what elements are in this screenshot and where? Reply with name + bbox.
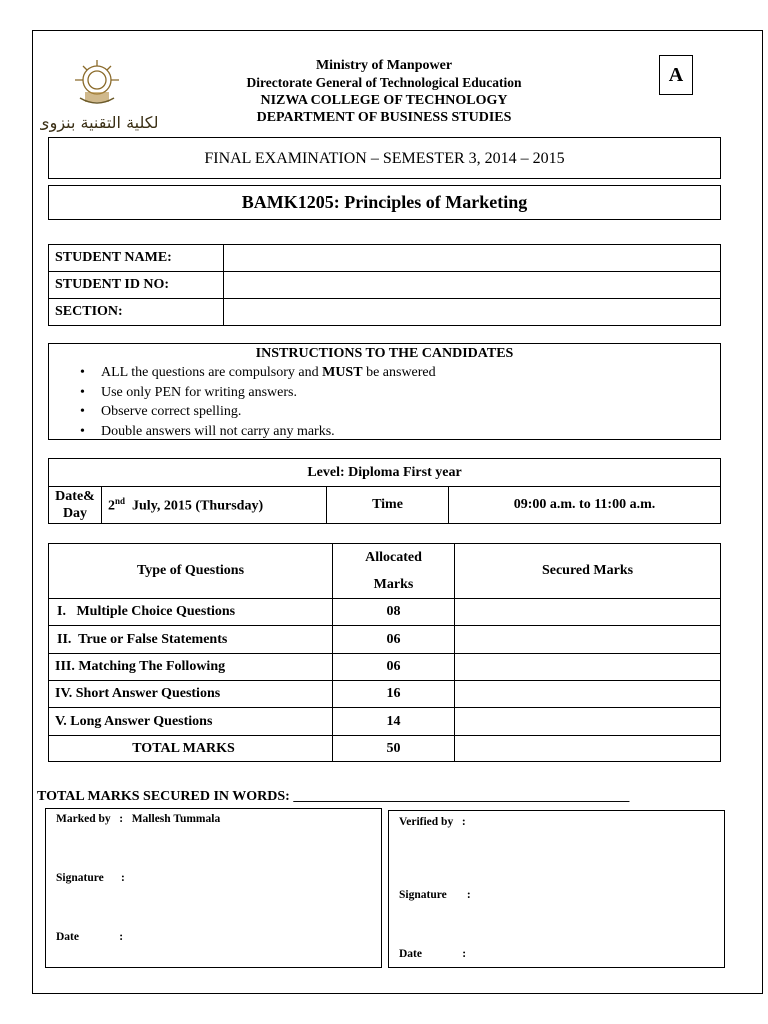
- student-info-table: [48, 244, 721, 326]
- student-name-row: [49, 245, 721, 272]
- col-type-header: Type of Questions: [49, 544, 333, 599]
- exam-date: 2nd July, 2015 (Thursday): [102, 487, 327, 524]
- total-marks-label: TOTAL MARKS: [49, 736, 333, 762]
- instructions-box: [48, 343, 721, 440]
- college-name: NIZWA COLLEGE OF TECHNOLOGY: [260, 93, 508, 108]
- secured-marks-field[interactable]: [455, 599, 721, 626]
- instructions-list: [49, 363, 720, 441]
- table-row: [49, 708, 721, 736]
- verified-by-label: Verified by :: [399, 816, 466, 828]
- instruction-item: • Use only PEN for writing answers.: [101, 383, 720, 403]
- secured-marks-field[interactable]: [455, 681, 721, 708]
- student-name-field[interactable]: [224, 245, 721, 272]
- secured-marks-field[interactable]: [455, 708, 721, 736]
- marker-date-label: Date :: [56, 931, 124, 943]
- total-in-words-line: TOTAL MARKS SECURED IN WORDS: ________________________________________________: [37, 789, 630, 804]
- section-label: SECTION:: [49, 299, 224, 326]
- allocated-marks: 08: [333, 599, 455, 626]
- question-type: III. Matching The Following: [49, 654, 333, 681]
- student-id-row: [49, 272, 721, 299]
- table-row: [49, 681, 721, 708]
- time-label: Time: [327, 487, 449, 524]
- question-type: IV. Short Answer Questions: [49, 681, 333, 708]
- ministry-name: Ministry of Manpower: [315, 58, 453, 73]
- allocated-marks: 14: [333, 708, 455, 736]
- section-field[interactable]: [224, 299, 721, 326]
- directorate-name: Directorate General of Technological Education: [246, 75, 522, 90]
- verified-by-box: [388, 810, 725, 968]
- question-type: V. Long Answer Questions: [49, 708, 333, 736]
- instruction-item: • Double answers will not carry any marks.: [101, 422, 720, 442]
- allocated-marks: 06: [333, 654, 455, 681]
- total-marks-value: 50: [333, 736, 455, 762]
- exam-title: FINAL EXAMINATION – SEMESTER 3, 2014 – 2015: [48, 137, 721, 179]
- table-row: [49, 599, 721, 626]
- student-id-field[interactable]: [224, 272, 721, 299]
- verifier-date-label: Date :: [399, 948, 467, 960]
- date-day-label: Date& Day: [49, 487, 102, 524]
- exam-info-table: [48, 458, 721, 524]
- col-allocated-header: Allocated Marks: [333, 544, 455, 599]
- marked-by-box: [45, 808, 382, 968]
- marker-signature-label: Signature :: [56, 872, 125, 884]
- student-id-label: STUDENT ID NO:: [49, 272, 224, 299]
- marks-table: [48, 543, 721, 762]
- table-row: [49, 654, 721, 681]
- instruction-item: • Observe correct spelling.: [101, 402, 720, 422]
- instruction-item: • ALL the questions are compulsory and MUST be answered: [101, 363, 720, 383]
- total-row: [49, 736, 721, 762]
- table-row: [49, 626, 721, 654]
- instructions-heading: INSTRUCTIONS TO THE CANDIDATES: [255, 346, 514, 361]
- secured-marks-field[interactable]: [455, 654, 721, 681]
- course-title: BAMK1205: Principles of Marketing: [48, 185, 721, 220]
- department-name: DEPARTMENT OF BUSINESS STUDIES: [256, 110, 512, 125]
- svg-text:الكلية التقنية بنزوى: الكلية التقنية بنزوى: [40, 113, 160, 132]
- exam-time: 09:00 a.m. to 11:00 a.m.: [449, 487, 721, 524]
- allocated-marks: 16: [333, 681, 455, 708]
- secured-marks-field[interactable]: [455, 626, 721, 654]
- allocated-marks: 06: [333, 626, 455, 654]
- section-row: [49, 299, 721, 326]
- col-secured-header: Secured Marks: [455, 544, 721, 599]
- question-type: II. True or False Statements: [49, 626, 333, 654]
- paper-version-badge: A: [659, 55, 693, 95]
- marked-by-label: Marked by : Mallesh Tummala: [56, 813, 221, 825]
- question-type: I. Multiple Choice Questions: [49, 599, 333, 626]
- marks-table-header: [49, 544, 721, 599]
- student-name-label: STUDENT NAME:: [49, 245, 224, 272]
- level-label: Level: Diploma First year: [49, 459, 721, 487]
- verifier-signature-label: Signature :: [399, 889, 471, 901]
- total-secured-field[interactable]: [455, 736, 721, 762]
